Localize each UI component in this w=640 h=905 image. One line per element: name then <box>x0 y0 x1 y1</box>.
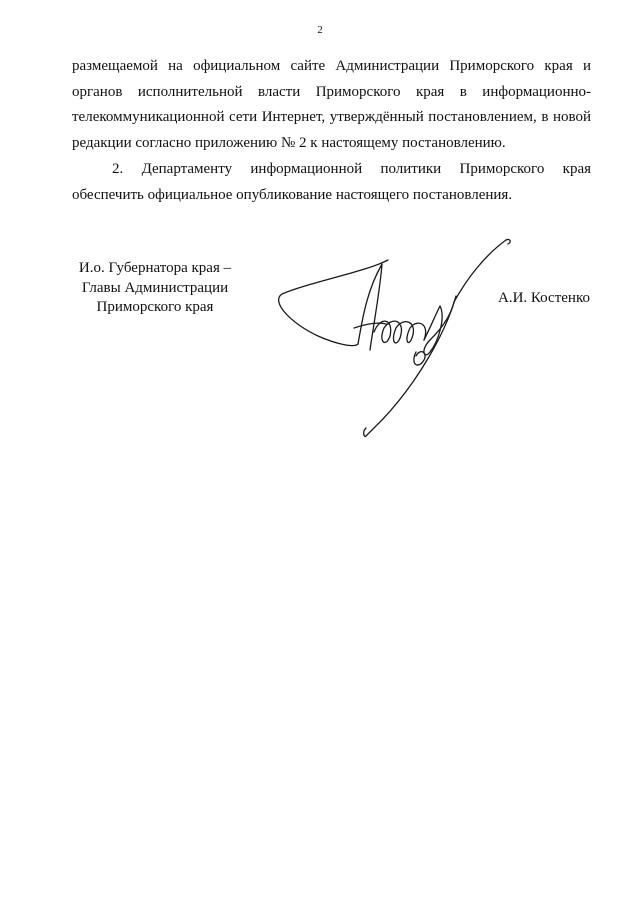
document-body <box>72 54 591 208</box>
signatory-title-line: Главы Администрации <box>81 279 229 296</box>
signatory-title-line: И.о. Губернатора края – <box>78 260 232 276</box>
page-number: 2 <box>317 24 323 36</box>
signatory-title-line: Приморского края <box>96 299 214 315</box>
handwritten-signature <box>270 232 530 442</box>
signer-name: А.И. Костенко <box>498 290 590 306</box>
paragraph-item-2: 2. Департаменту информационной политики Приморского края обеспечить официальное опубликование настоящего постановления. <box>72 161 591 203</box>
signatory-title <box>70 259 240 318</box>
paragraph-continuation: размещаемой на официальном сайте Администрации Приморского края и органов исполнительной власти Приморского края в информационно-телекоммуникационной сети Интернет, утверждённый постановлением, в новой редакции согласно приложению № 2 к настоящему постановлению. <box>72 58 591 151</box>
